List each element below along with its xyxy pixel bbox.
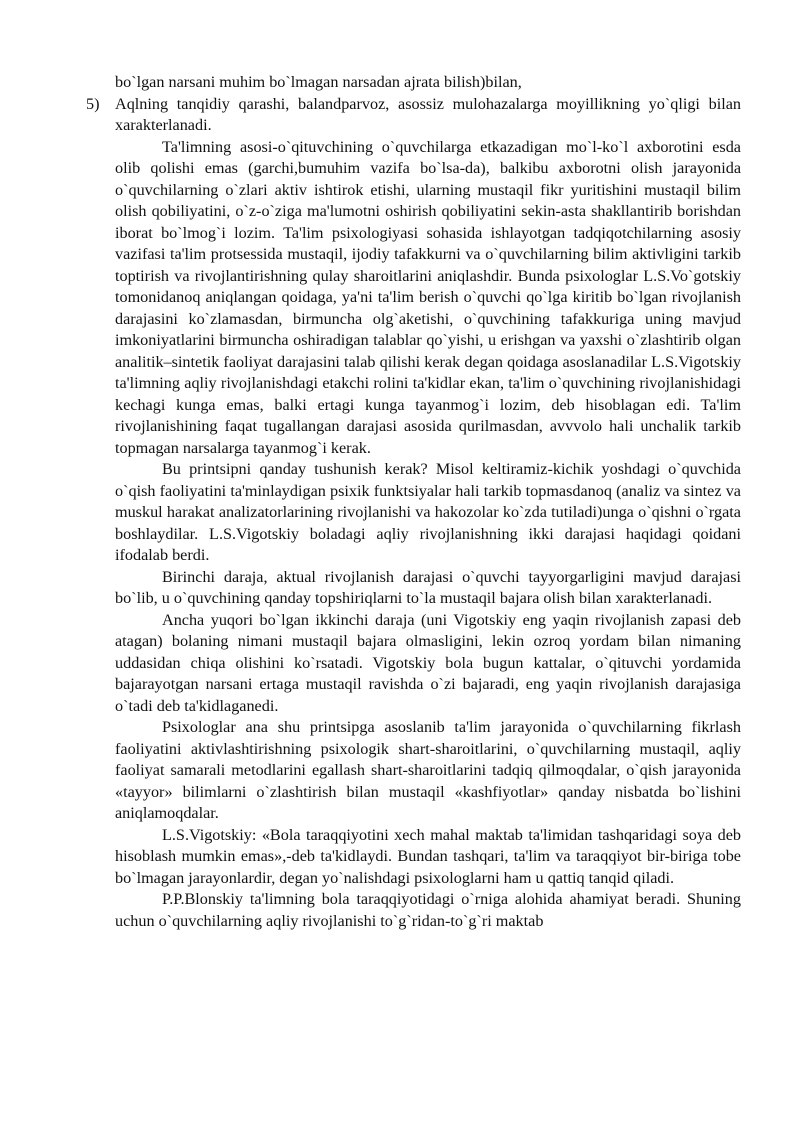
paragraph-5: Psixologlar ana shu printsipga asoslanib ta'lim jarayonida o`quvchilarning fikrlash faoliyatini aktivlashtirishning psixologik shart-sharoitlarini, o`quvchilarning mustaqil, aqliy faoliyat samarali metodlarini egallash shart-sharoitlarini tadqiq qilmoqdalar, o`qish jarayonida «tayyor» bilimlarni o`zlashtirish bilan mustaqil «kashfiyotlar» qanday nisbatda bo`lishini aniqlamoqdalar. <box>115 718 741 822</box>
list-item <box>86 94 741 137</box>
list-number: 5) <box>86 94 100 113</box>
paragraph-1: Ta'limning asosi-o`qituvchining o`quvchilarga etkazadigan mo`l-ko`l axborotini esda olib qolishi emas (garchi,bumuhim vazifa bo`lsa-da), balkibu axborotni olish jarayonida o`quvchilarning o`zlari aktiv ishtirok etishi, ularning mustaqil fikr yuritishini mustaqil bilim olish qobiliyatini, o`z-o`ziga ma'lumotni oshirish qobiliyatini sekin-asta shakllantirib borishdan iborat bo`lmog`i lozim. Ta'lim psixologiyasi sohasida ishlayotgan tadqiqotchilarning asosiy vazifasi ta'lim protsessida mustaqil, ijodiy tafakkurni va o`quvchilarning bilim aktivligini tarkib toptirish va rivojlantirishning qulay sharoitlarini aniqlashdir. Bunda psixologlar L.S.Vo`gotskiy tomonidanoq aniqlangan qoidaga, ya'ni ta'lim berish o`quvchi qo`lga kiritib bo`lgan rivojlanish darajasini ko`zlamasdan, birmuncha olg`aketishi, o`quvchining tafakkuriga uning mavjud imkoniyatlarini birmuncha oshiradigan talablar qo`yishi, u erishgan va yaxshi o`zlashtirib olgan analitik–sintetik faoliyat darajasini talab qilishi kerak degan qoidaga asoslanadilar L.S.Vigotskiy ta'limning aqliy rivojlanishdagi etakchi rolini ta'kidlar ekan, ta'lim o`quvchining rivojlanishidagi kechagi kunga emas, balki ertagi kunga tayanmog`i lozim, deb hisoblagan edi. Ta'lim rivojlanishining faqat tugallangan darajasi asosida qurilmasdan, avvvolo hali unchalik tarkib topmagan narsalarga tayanmog`i kerak. <box>115 137 741 457</box>
paragraph-2: Bu printsipni qanday tushunish kerak? Misol keltiramiz-kichik yoshdagi o`quvchida o`qish faoliyatini ta'minlaydigan psixik funktsiyalar hali tarkib topmasdanoq (analiz va sintez va muskul harakat analizatorlarining rivojlanishi va hakozolar ko`zda tutiladi)unga o`qishni o`rgata boshlaydilar. L.S.Vigotskiy boladagi aqliy rivojlanishning ikki darajasi haqidagi qoidani ifodalab berdi. <box>115 460 741 564</box>
continuation-line: bo`lgan narsani muhim bo`lmagan narsadan ajrata bilish)bilan, <box>115 73 522 91</box>
paragraph-3: Birinchi daraja, aktual rivojlanish darajasi o`quvchi tayyorgarligini mavjud darajasi bo`lib, u o`quvchining qanday topshiriqlarni to`la mustaqil bajara olish bilan xarakterlanadi. <box>115 567 741 607</box>
paragraph-6: L.S.Vigotskiy: «Bola taraqqiyotini xech mahal maktab ta'limidan tashqaridagi soya deb hisoblash mumkin emas»,-deb ta'kidlaydi. Bundan tashqari, ta'lim va taraqqiyot bir-biriga tobe bo`lmagan jarayonlardir, degan yo`nalishdagi psixologlarni ham u qattiq tanqid qiladi. <box>115 825 741 887</box>
paragraph-7: P.P.Blonskiy ta'limning bola taraqqiyotidagi o`rniga alohida ahamiyat beradi. Shuning uchun o`quvchilarning aqliy rivojlanishi to`g`ridan-to`g`ri maktab <box>115 890 741 930</box>
paragraph-4: Ancha yuqori bo`lgan ikkinchi daraja (uni Vigotskiy eng yaqin rivojlanish zapasi deb atagan) bolaning nimani mustaqil bajara olmasligini, lekin ozroq yordam bilan nimaning uddasidan chiqa olishini ko`rsatadi. Vigotskiy bola bugun kattalar, o`qituvchi yordamida bajarayotgan narsani ertaga mustaqil ravishda o`zi bajaradi, eng yaqin rivojlanish darajasiga o`tadi deb ta'kidlaganedi. <box>115 610 741 715</box>
document-page <box>86 72 741 932</box>
list-item-text: Aqlning tanqidiy qarashi, balandparvoz, asossiz mulohazalarga moyillikning yo`qligi bilan xarakterlanadi. <box>115 94 741 134</box>
